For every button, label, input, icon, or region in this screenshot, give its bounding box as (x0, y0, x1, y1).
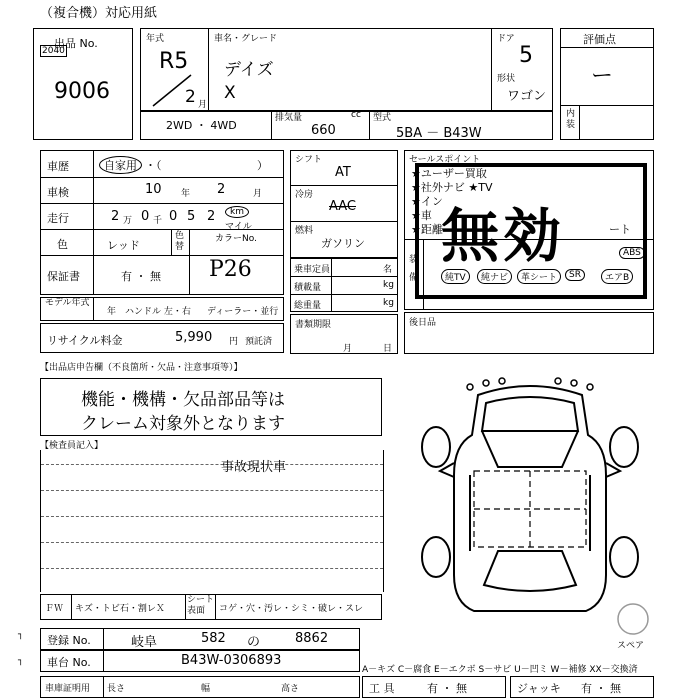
registration-class: 582 (201, 631, 226, 646)
mileage-unit-mile: マイル (225, 222, 252, 232)
sales-line-1: ★ユーザー買取 (411, 167, 487, 180)
color-value: レッド (107, 239, 140, 252)
cert-width: 幅 (201, 684, 211, 694)
shift-box (290, 150, 398, 258)
capacity-label: 乗車定員 (294, 265, 331, 275)
docs-label: 書類期限 (295, 320, 332, 330)
tools-options: 有 ・ 無 (427, 682, 467, 695)
after-install-label: 後日品 (409, 318, 437, 328)
history-paren: ・（ (145, 159, 162, 172)
color-label: 色 (57, 238, 68, 251)
docs-day-unit: 日 (383, 344, 393, 354)
rating-box (560, 28, 654, 140)
remarks-header: 【出品店申告欄（不良箇所・欠品・注意事項等）】 (40, 363, 243, 373)
jack-label: ジャッキ (517, 682, 561, 695)
year-month-unit: 月 (198, 100, 208, 110)
inspection-year: 10 (145, 182, 162, 197)
claim-notice (40, 378, 382, 436)
equipment-label: 装備 (409, 255, 419, 283)
mileage-d1: 2 (111, 209, 120, 224)
cert-length: 長さ (107, 684, 126, 694)
equipment-navi: 純ナビ (477, 269, 512, 284)
model-code-value: 5BA － B43W (396, 126, 482, 141)
registration-kana: の (247, 635, 261, 650)
registration-label: 登録 No. (47, 634, 91, 647)
load-label: 積載量 (294, 283, 322, 293)
equipment-airbag: エアB (601, 269, 633, 284)
fuel-value: ガソリン (321, 237, 365, 250)
mileage-d2: 0 (141, 209, 150, 224)
weight-label: 総重量 (294, 301, 322, 311)
claim-notice-line2: クレーム対象外となります (81, 414, 285, 434)
equipment-sr: SR (565, 269, 585, 281)
inspector-label: 【検査員記入】 (40, 441, 104, 451)
load-unit: kg (383, 280, 394, 290)
year-era: R5 (159, 49, 189, 74)
void-stamp: 無効 (441, 202, 566, 270)
cert-height: 高さ (281, 684, 300, 694)
displacement-unit: cc (351, 110, 361, 120)
legend-items: キズ・トビ石・割レＸ (75, 604, 165, 614)
claim-notice-line1: 機能・機構・欠品部品等は (81, 390, 285, 410)
shift-value: AT (335, 165, 351, 180)
registration-row (40, 628, 360, 650)
header-note: （複合機）対応用紙 (40, 6, 158, 21)
after-install-box (404, 312, 654, 354)
mileage-d5: 2 (207, 209, 216, 224)
rating-label: 評価点 (583, 33, 616, 46)
docs-box (290, 314, 398, 354)
shape-value: ワゴン (507, 89, 547, 104)
history-label: 車歴 (47, 160, 69, 173)
history-paren-close: ） (257, 159, 268, 172)
handle-options: ハンドル 左・右 (125, 307, 191, 317)
model-code-label: 型式 (373, 113, 392, 123)
recycle-note: 預託済 (245, 337, 273, 347)
legend-fw: ＦＷ (45, 604, 64, 614)
color-no-value: P26 (209, 257, 252, 282)
model-year-unit: 年 (107, 307, 117, 317)
spare-tire-icon (616, 602, 650, 636)
history-box (40, 150, 284, 295)
model-name: デイズ (224, 60, 274, 80)
vehicle-info-box (140, 28, 553, 112)
drive-label: 2WD ・ 4WD (166, 119, 237, 132)
spare-label: スペア (617, 641, 645, 651)
spec-row (140, 110, 553, 140)
recycle-unit: 円 (229, 337, 239, 347)
inspection-month-unit: 月 (253, 189, 263, 199)
interior-label: 内装 (566, 109, 576, 130)
lot-stamp: 2040 (42, 46, 65, 56)
equipment-tv: 純TV (441, 269, 470, 284)
jack-box (510, 676, 654, 698)
mileage-unit-km: km (225, 206, 249, 218)
lot-number: 9006 (54, 79, 110, 104)
chassis-value: B43W-0306893 (181, 653, 282, 668)
color-no-label: カラーNo. (215, 234, 257, 244)
tools-box (362, 676, 506, 698)
mileage-label: 走行 (47, 212, 69, 225)
sales-line-4: ★車 (411, 209, 432, 222)
shift-label: シフト (295, 155, 323, 165)
mileage-u2: 千 (153, 216, 163, 226)
registration-number: 8862 (295, 631, 329, 646)
equipment-leather: 革シート (517, 269, 561, 284)
sales-box (404, 150, 654, 310)
legend-seat-items: コゲ・穴・汚レ・シミ・破レ・スレ (219, 604, 364, 614)
chassis-label: 車台 No. (47, 656, 91, 669)
cert-label: 車庫証明用 (45, 684, 91, 694)
recycle-label: リサイクル料金 (47, 334, 123, 347)
model-grade: X (224, 83, 236, 103)
inspector-box (40, 450, 384, 592)
aircon-value: AAC (329, 199, 356, 214)
cert-row (40, 676, 360, 698)
tools-label: 工 具 (369, 682, 395, 695)
history-value: 自家用 (99, 156, 142, 174)
sales-line-6: ート (609, 223, 631, 236)
model-year-label: モデル年式 (45, 298, 90, 308)
registration-area: 岐阜 (131, 635, 158, 650)
sales-line-5: ★距離 (411, 223, 443, 236)
year-label: 年式 (146, 34, 165, 44)
aircon-label: 冷房 (295, 190, 314, 200)
tick-mark: ┐ (18, 656, 24, 666)
door-label: ドア (497, 34, 515, 44)
door-value: 5 (519, 43, 533, 68)
capacity-box (290, 258, 398, 312)
inspection-label: 車検 (47, 186, 69, 199)
jack-options: 有 ・ 無 (581, 682, 621, 695)
lot-box (33, 28, 133, 140)
shape-label: 形状 (497, 74, 516, 84)
rating-value: ー (591, 64, 614, 89)
mileage-d3: 0 (169, 209, 178, 224)
inspection-month: 2 (217, 182, 226, 197)
tick-mark: ┐ (18, 630, 24, 640)
legend-seat: シート表面 (187, 595, 215, 616)
year-month: 2 (185, 87, 196, 107)
dealer-options: ディーラー・並行 (207, 307, 279, 317)
inspector-note: 事故現状車 (221, 460, 287, 475)
model-year-row (40, 297, 284, 321)
chassis-row (40, 650, 360, 672)
weight-unit: kg (383, 298, 394, 308)
mileage-d4: 5 (187, 209, 196, 224)
recycle-row (40, 323, 284, 353)
car-diagram (410, 375, 650, 635)
displacement-label: 排気量 (275, 113, 303, 123)
damage-legend: A－キズ C－腐食 E－エクボ S－サビ U－凹ミ W－補修 XX－交換済 (362, 665, 638, 675)
warranty-options: 有 ・ 無 (121, 270, 161, 283)
displacement-value: 660 (311, 123, 336, 138)
lot-label: 出品 No. (54, 37, 98, 50)
color-repaint-label: 色替 (175, 231, 185, 252)
sales-line-2: ★社外ナビ ★TV (411, 181, 493, 194)
equipment-abs: ABS (619, 247, 645, 259)
capacity-unit: 名 (383, 265, 393, 275)
inspection-year-unit: 年 (181, 189, 191, 199)
warranty-label: 保証書 (47, 270, 80, 283)
model-label: 車名・グレード (214, 34, 278, 44)
docs-unit: 月 (343, 344, 353, 354)
legend-row (40, 594, 382, 620)
recycle-value: 5,990 (175, 330, 213, 345)
fuel-label: 燃料 (295, 226, 314, 236)
mileage-u1: 万 (123, 216, 133, 226)
sales-label: セールスポイント (409, 155, 481, 165)
sales-line-3: ★イン (411, 195, 443, 208)
